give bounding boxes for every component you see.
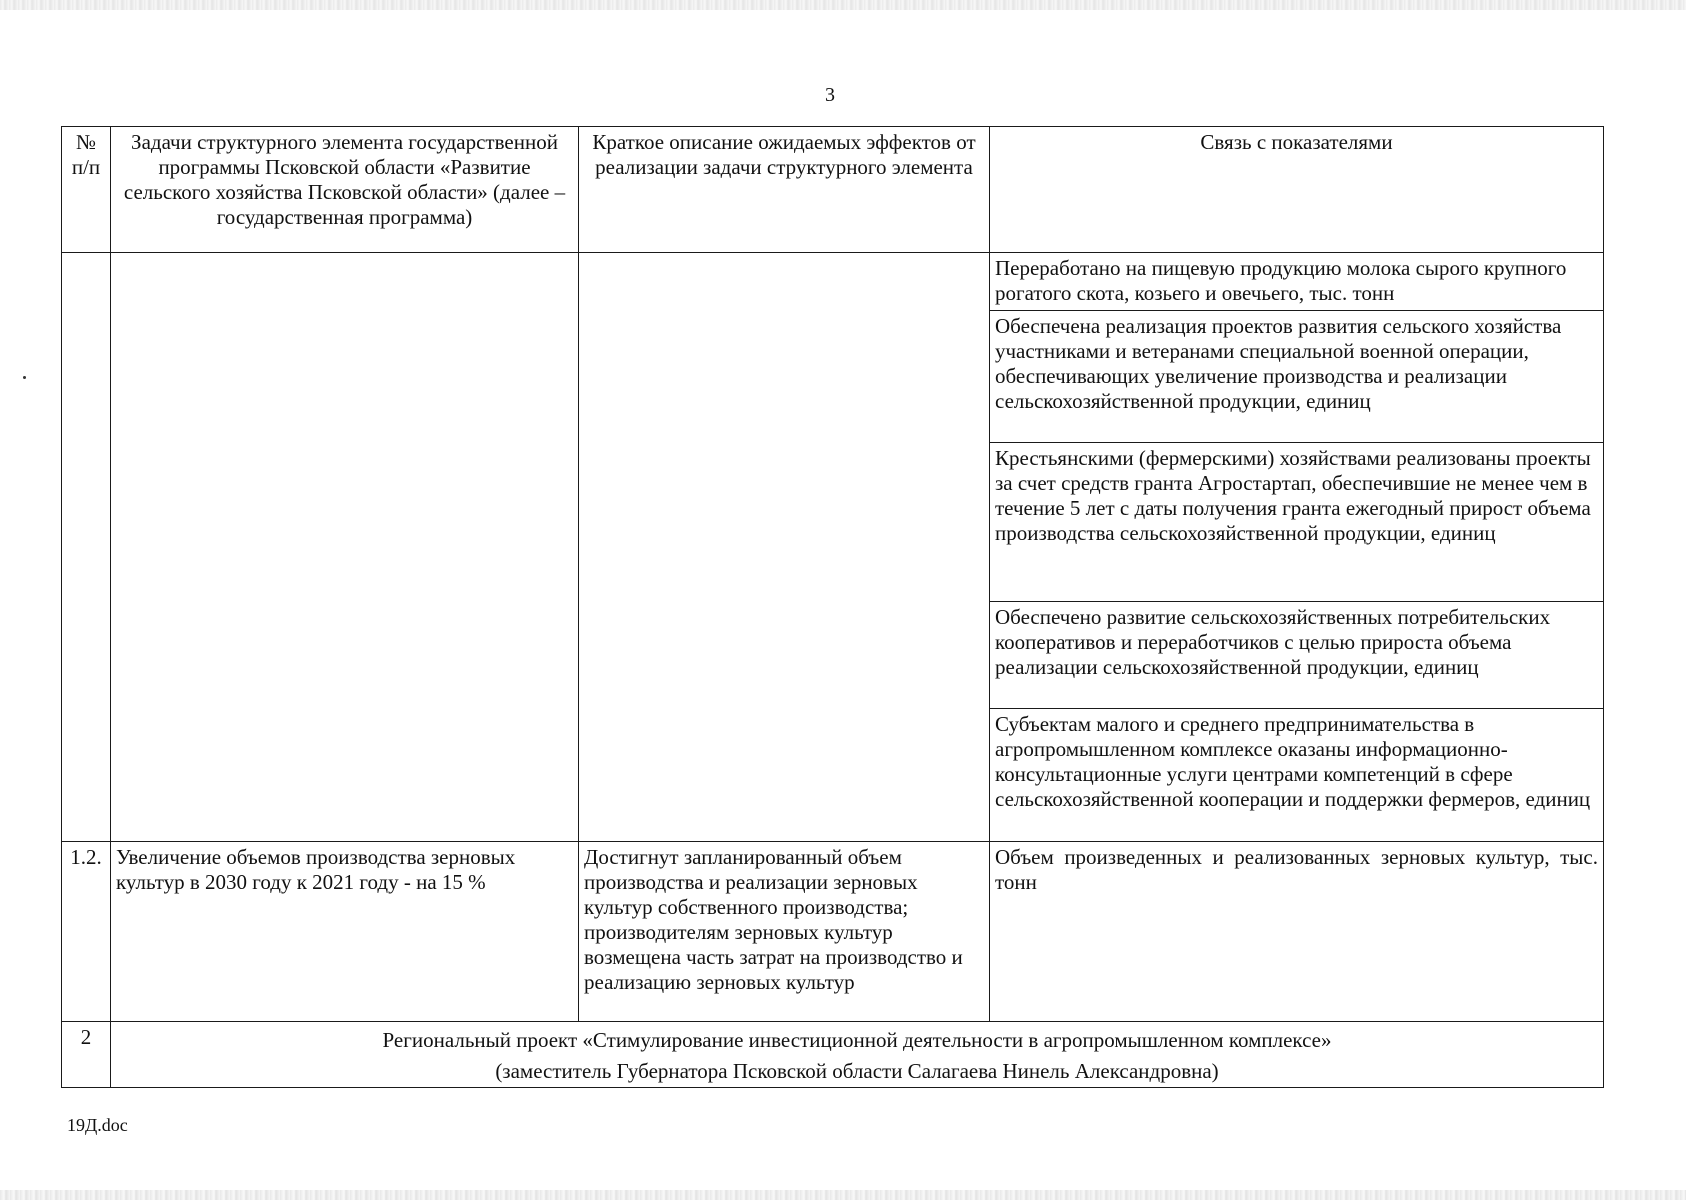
task-cell: Увеличение объемов производства зерновых культур в 2030 году к 2021 году - на 15 % — [111, 842, 579, 1022]
table-row-1-2 — [62, 842, 1604, 1022]
regional-project-cell — [111, 1022, 1604, 1088]
effect-cell: Достигнут запланированный объем производства и реализации зерновых культур собственного производства; производителям зерновых культур возмещена часть затрат на производство и реализацию зерновых культур — [579, 842, 990, 1022]
header-number: № п/п — [62, 127, 111, 253]
cell-effect-continued — [579, 253, 990, 842]
footer-filename: 19Д.doc — [67, 1115, 128, 1135]
indicator-cell: Обеспечена реализация проектов развития сельского хозяйства участниками и ветеранами специальной военной операции, обеспечивающих увеличение производства и реализации сельскохозяйственной продукции, единиц — [990, 311, 1604, 443]
regional-project-responsible: (заместитель Губернатора Псковской области Салагаева Нинель Александровна) — [495, 1059, 1219, 1083]
row-number: 2 — [62, 1022, 111, 1088]
header-tasks: Задачи структурного элемента государственной программы Псковской области «Развитие сельского хозяйства Псковской области» (далее – государственная программа) — [111, 127, 579, 253]
scan-edge-top — [0, 0, 1686, 10]
indicator-cell: Обеспечено развитие сельскохозяйственных потребительских кооперативов и переработчиков с целью прироста объема реализации сельскохозяйственной продукции, единиц — [990, 602, 1604, 709]
page-number: 3 — [825, 84, 835, 106]
table-row-2 — [62, 1022, 1604, 1088]
table-header-row — [62, 127, 1604, 253]
scan-speck — [23, 376, 26, 379]
table-row — [62, 253, 1604, 311]
row-number: 1.2. — [62, 842, 111, 1022]
regional-project-title: Региональный проект «Стимулирование инвестиционной деятельности в агропромышленном комплексе» — [382, 1028, 1332, 1052]
header-effects: Краткое описание ожидаемых эффектов от реализации задачи структурного элемента — [579, 127, 990, 253]
program-tasks-table — [61, 126, 1604, 1088]
indicator-cell: Крестьянскими (фермерскими) хозяйствами реализованы проекты за счет средств гранта Агростартап, обеспечившие не менее чем в течение 5 лет с даты получения гранта ежегодный прирост объема производства сельскохозяйственной продукции, единиц — [990, 443, 1604, 602]
scan-edge-bottom — [0, 1190, 1686, 1200]
indicator-cell: Субъектам малого и среднего предпринимательства в агропромышленном комплексе оказаны информационно-консультационные услуги центрами компетенций в сфере сельскохозяйственной кооперации и поддержки фермеров, единиц — [990, 709, 1604, 842]
cell-task-continued — [111, 253, 579, 842]
indicator-cell: Переработано на пищевую продукцию молока сырого крупного рогатого скота, козьего и овечьего, тыс. тонн — [990, 253, 1604, 311]
cell-number-continued — [62, 253, 111, 842]
header-indicators: Связь с показателями — [990, 127, 1604, 253]
indicator-cell: Объем произведенных и реализованных зерновых культур, тыс. тонн — [990, 842, 1604, 1022]
